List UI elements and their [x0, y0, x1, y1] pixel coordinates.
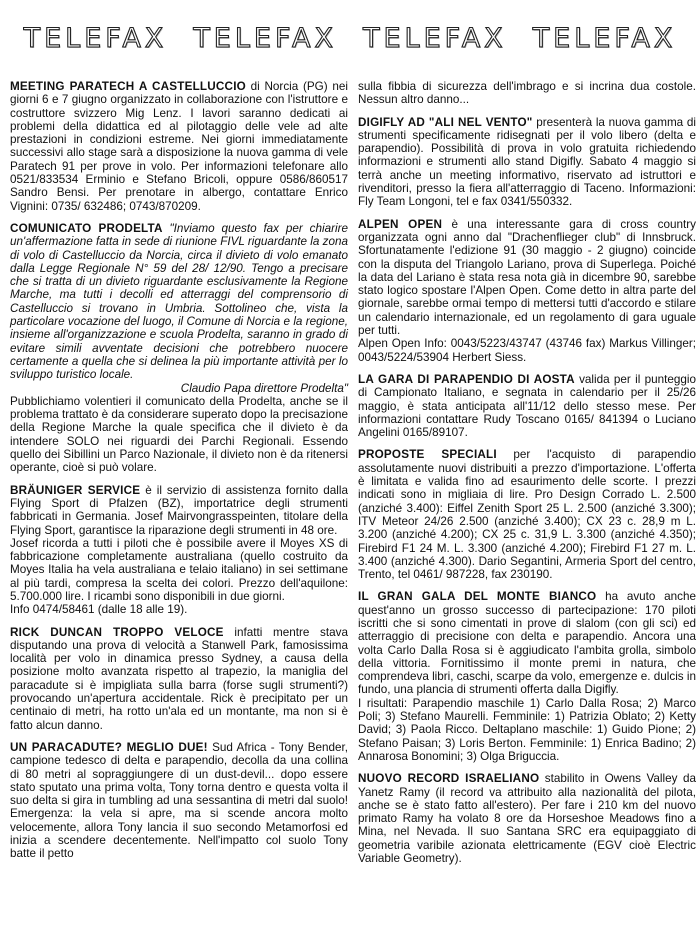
- article-info: Info 0474/58461 (dalle 18 alle 19).: [10, 603, 188, 617]
- article-body: Josef ricorda a tutti i piloti che è possibile avere il Moyes XS di fabbricazione completamente australiana (quello costruito da Moyes Italia ha vela australiana e telaio italiano) in sei settimane al più tardi, compresa la scelta dei colori. Prezzo dell'aquilone: 5.700.000 lire. I ricambi sono disponibili in due giorni.: [10, 536, 348, 603]
- article-body: ha avuto anche quest'anno un grosso successo di partecipazione: 170 piloti iscritti che si sono cimentati in prove di slalom (con gli sci) ed atterraggio di precisione con delta e parapendio. Ancora una volta Carlo Dalla Rosa si è aggiudicato l'ambita grolla, simbolo della vittoria. Fornitissimo il monte premi in natura, che comprendeva libri, caschi, scarpe da volo, emergenze e. dulcis in fundo, una plancia di strumenti offerta dalla Digifly.: [358, 590, 697, 697]
- header-word: TELEFAX: [193, 22, 337, 54]
- right-column: [358, 80, 696, 874]
- article-record-israeliano: [358, 772, 696, 865]
- article-headline: IL GRAN GALA DEL MONTE BIANCO: [358, 590, 597, 604]
- article-headline: BRÄUNIGER SERVICE: [10, 483, 141, 497]
- article-gara-aosta: [358, 373, 696, 439]
- left-column: [10, 80, 348, 870]
- article-headline: NUOVO RECORD ISRAELIANO: [358, 772, 540, 786]
- article-results: I risultati: Parapendio maschile 1) Carlo Dalla Rosa; 2) Marco Poli; 3) Stefano Maurelli. Femminile: 1) Patrizia Oblato; 2) Ketty David; 3) Paola Ricco. Deltaplano maschile: 1) Guido Pione; 2) Stefano Paisan; 3) Loris Berton. Femminile: 1) Enrica Badino; 2) Annarosa Bonomini; 3) Olga Briguccia.: [358, 696, 696, 763]
- article-body: infatti mentre stava disputando una prova di velocità a Stanwell Park, famosissima località per volo in dinamica presso Sydney, a causa della posizione molto avanzata rispetto al trapezio, la maniglia del paracadute si è impigliata sulla barra (forse sugli strumenti?) provocando un'apertura accidentale. Rick è precipitato per un centinaio di metri, ha rotto un'ala ed un montante, ma non si è fatto alcun danno.: [10, 625, 348, 732]
- article-info: Alpen Open Info: 0043/5223/43747 (43746 fax) Markus Villinger; 0043/5224/53904 Herbert Siess.: [358, 337, 696, 364]
- article-headline: RICK DUNCAN TROPPO VELOCE: [10, 625, 224, 639]
- article-body: Pubblichiamo volentieri il comunicato della Prodelta, anche se il problema trattato è da considerare superato dopo la precisazione della Regione Marche la quale specifica che il divieto è da intendere SOLO nei riguardi dei Parchi Regionali. Essendo quello dei Sibillini un Parco Nazionale, il divieto non è da ritenersi operante, cioè si può volare.: [10, 394, 348, 475]
- article-body: è una interessante gara di cross country organizzata ogni anno dal "Drachenflieger club" di Innsbruck. Sfortunatamente l'edizione 91 (30 maggio - 2 giugno) coincide con la disputa del Triangolo Lariano, prova di Superlega. Poiché la data del Lariano è stata resa nota già in dicembre 90, sarebbe stato logico spostare l'Alpen Open. Come detto in altra parte del giornale, sarebbe ormai tempo di mettersi tutti d'accordo e stilare un calendario internazionale, ed un regolamento di gara uguale per tutti.: [358, 217, 696, 338]
- article-headline: MEETING PARATECH A CASTELLUCCIO: [10, 80, 246, 93]
- article-body: per l'acquisto di parapendio assolutamente nuovi distribuiti a prezzo d'importazione. L'offerta è limitata e valida fino ad esaurimento delle scorte. I prezzi indicati sono in migliaia di lire. Pro Design Corrado L. 2.500 (anziché 3.400): Eiffel Zenith Sport 25 L. 2.500 (anziché 3.300); ITV Meteor 24/26 2.500 (anziché 3.400); CX 23 c. 28,9 m L. 3.200 (anziché 4.200); CX 25 c. 31,9 L. 3.300 (anziché 4.350); Firebird F1 24 M. L. 3.300 (anziché 4.200); Firebird F1 27 m. L. 3.400 (anziché 4.300). Dario Segantini, Armeria Sport del centro, Trento, tel 0461/ 987228, fax 230190.: [358, 448, 696, 582]
- article-headline: LA GARA DI PARAPENDIO DI AOSTA: [358, 372, 575, 386]
- article-body: valida per il punteggio di Campionato Italiano, e segnata in calendario per il 25/26 maggio, è stata anticipata all'11/12 dello stesso mese. Per informazioni contattare Rudy Toscano 0165/ 841394 o Luciano Angelini 0165/89107.: [358, 372, 696, 440]
- telefax-header: [0, 18, 700, 58]
- article-body: Sud Africa - Tony Bender, campione tedesco di delta e parapendio, decolla da una collina di 80 metri al sopraggiungere di un dust-devil... dopo essere stato sputato una prima volta, Tony torna dentro e questa volta il suo delta si gira in tumbling ad una sessantina di metri dal suolo! Emergenza: la vela si apre, ma si scende ancora molto velocemente, allora Tony lancia il suo secondo Metamorfosi ed inizia a scendere decentemente. Nell'impatto col suolo Tony batte il petto: [10, 740, 348, 861]
- article-comunicato-prodelta: [10, 222, 348, 475]
- article-headline: PROPOSTE SPECIALI: [358, 448, 497, 462]
- article-body: è il servizio di assistenza fornito dalla Flying Sport di Pfalzen (BZ), importatrice degli strumenti fabbricati in Germania. Josef Mairvongrasspeinten, titolare della Flying Sport, garantisce la riparazione degli strumenti in 48 ore.: [10, 483, 348, 537]
- header-word: TELEFAX: [532, 22, 677, 54]
- article-digifly: [358, 116, 696, 209]
- article-meeting-paratech: [10, 80, 348, 213]
- article-headline: COMUNICATO PRODELTA: [10, 221, 163, 235]
- article-alpen-open: [358, 218, 696, 364]
- article-paracadute-continued: [358, 80, 696, 107]
- article-headline: DIGIFLY AD "ALI NEL VENTO": [358, 115, 533, 129]
- article-body: presenterà la nuova gamma di strumenti specificamente ridisegnati per il volo libero (delta e parapendio). Possibilità di prova in volo gratuita richiedendo informazioni e strumenti allo stand Digifly. Sabato 4 maggio si terrà anche un meeting informativo, riservato ad istruttori e rivenditori, presso la fiera all'atterraggio di Taceno. Informazioni: Fly Team Longoni, tel e fax 0341/550332.: [358, 115, 697, 209]
- article-body: di Norcia (PG) nei giorni 6 e 7 giugno organizzato in collaborazione con l'istruttore e costruttore svizzero Mig Lenz. I lavori saranno dedicati ai problemi della didattica ed al pilotaggio delle vele ad alte prestazioni in condizioni estreme. Nei giorni immediatamente successivi allo stage sarà a disposizione la nuova gamma di vele Paratech 91 per prove in volo. Per informazioni telefonare allo 0521/833534 Erminio e Stefano Bricoli, oppure 0586/860517 Sandro Bensi. Per prenotare in albergo, contattare Enrico Vignini: 0735/ 632486; 0743/870209.: [10, 80, 348, 213]
- article-rick-duncan: [10, 626, 348, 732]
- article-body: sulla fibbia di sicurezza dell'imbrago e si incrina dua costole. Nessun altro danno...: [358, 80, 696, 107]
- article-body: stabilito in Owens Valley da Yanetz Ramy (il record va attribuito alla nazionalità del pilota, anche se è stato fatto all'estero). Per fare i 210 km del nuovo primato Ramy ha volato 8 ore da Horseshoe Meadows fino a Mina, nel Nevada. Il suo Santana SRC era equipaggiato di geometria varibile azionata elettricamente (EGV cioè Electric Variable Geometry).: [358, 772, 696, 866]
- article-gran-gala: [358, 590, 696, 763]
- article-headline: UN PARACADUTE? MEGLIO DUE!: [10, 740, 208, 754]
- article-brauniger-service: [10, 484, 348, 617]
- article-paracadute: [10, 741, 348, 861]
- header-word: TELEFAX: [23, 22, 168, 54]
- header-word: TELEFAX: [363, 22, 507, 54]
- article-signature: Claudio Papa direttore Prodelta": [180, 381, 348, 395]
- article-headline: ALPEN OPEN: [358, 217, 443, 231]
- article-quote: "Inviamo questo fax per chiarire un'affermazione fatta in sede di riunione FIVL riguardante la zona di volo di Castelluccio da Norcia, circa il divieto di volo emanato dalla Legge Regionale N° 59 del 28/ 12/90. Tengo a precisare che si tratta di un divieto riguardante esclusivamente la Regione Marche, ma tutti i decolli ed atterraggi del comprensorio di Castelluccio si trovano in Umbria. Sottolineo che, vista la particolare vocazione del luogo, il Comune di Norcia e la regione, insieme all'organizzazione e scuola Prodelta, saranno in grado di evitare simili avventate decisioni che potrebbero nuocere certamente a quella che si delinea la più importante attività per lo sviluppo turistico locale.: [10, 221, 348, 382]
- article-proposte-speciali: [358, 448, 696, 581]
